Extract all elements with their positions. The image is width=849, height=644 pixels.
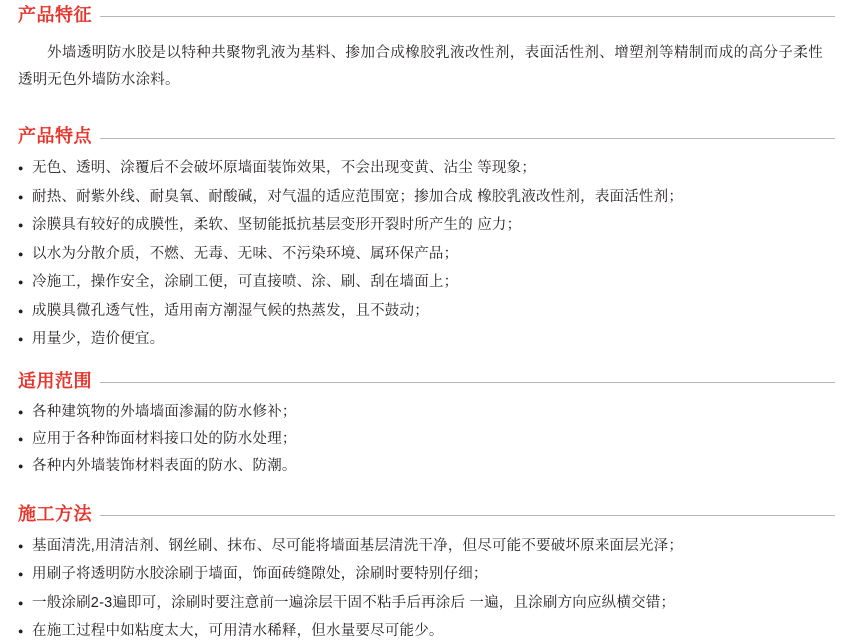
features-paragraph: 外墙透明防水胶是以特种共聚物乳液为基料、掺加合成橡胶乳液改性剂，表面活性剂、增塑剂等精制而成的高分子柔性透明无色外墙防水涂料。 xyxy=(18,44,823,88)
section-construction-method xyxy=(18,505,835,644)
list-item: ● 涂膜具有较好的成膜性，柔软、坚韧能抵抗基层变形开裂时所产生的 应力； xyxy=(18,214,835,237)
list-item: ● 成膜具微孔透气性，适用南方潮湿气候的热蒸发，且不鼓动； xyxy=(18,300,835,323)
list-item: ● 以水为分散介质，不燃、无毒、无味、不污染环境、属环保产品； xyxy=(18,243,835,266)
list-item: ● 各种建筑物的外墙墙面渗漏的防水修补； xyxy=(18,401,835,424)
section-header xyxy=(18,505,835,525)
list-item: ● 冷施工，操作安全，涂刷工便，可直接喷、涂、刷、刮在墙面上； xyxy=(18,271,835,294)
section-header xyxy=(18,127,835,147)
section-header xyxy=(18,6,835,26)
list-item: ● 基面清洗,用清洁剂、钢丝刷、抹布、尽可能将墙面基层清洗干净，但尽可能不要破坏原来面层光泽； xyxy=(18,535,835,558)
scope-list xyxy=(18,401,835,478)
header-divider xyxy=(100,138,835,139)
list-item: ● 用刷子将透明防水胶涂刷于墙面，饰面砖缝隙处，涂刷时要特别仔细； xyxy=(18,563,835,586)
section-product-features xyxy=(18,0,835,93)
section-scope xyxy=(18,372,835,479)
header-divider xyxy=(100,382,835,383)
header-divider xyxy=(100,515,835,516)
list-item: ● 用量少，造价便宜。 xyxy=(18,328,835,351)
section-title: 产品特点 xyxy=(18,126,92,147)
section-header xyxy=(18,372,835,392)
points-list xyxy=(18,157,835,351)
list-item: ● 一般涂刷2-3遍即可，涂刷时要注意前一遍涂层干固不粘手后再涂后 一遍，且涂刷方向应纵横交错； xyxy=(18,592,835,615)
list-item: ● 各种内外墙装饰材料表面的防水、防潮。 xyxy=(18,455,835,478)
section-title: 适用范围 xyxy=(18,370,92,391)
method-list xyxy=(18,535,835,644)
header-divider xyxy=(100,16,835,17)
section-title: 产品特征 xyxy=(18,5,92,25)
list-item: ● 应用于各种饰面材料接口处的防水处理； xyxy=(18,428,835,451)
list-item: ● 耐热、耐紫外线、耐臭氧、耐酸碱，对气温的适应范围宽；掺加合成 橡胶乳液改性剂，表面活性剂； xyxy=(18,186,835,209)
list-item: ● 无色、透明、涂覆后不会破坏原墙面装饰效果，不会出现变黄、沾尘 等现象； xyxy=(18,157,835,180)
section-title: 施工方法 xyxy=(18,503,92,524)
section-product-points xyxy=(18,127,835,351)
list-item: ● 在施工过程中如粘度太大，可用清水稀释，但水量要尽可能少。 xyxy=(18,620,835,643)
